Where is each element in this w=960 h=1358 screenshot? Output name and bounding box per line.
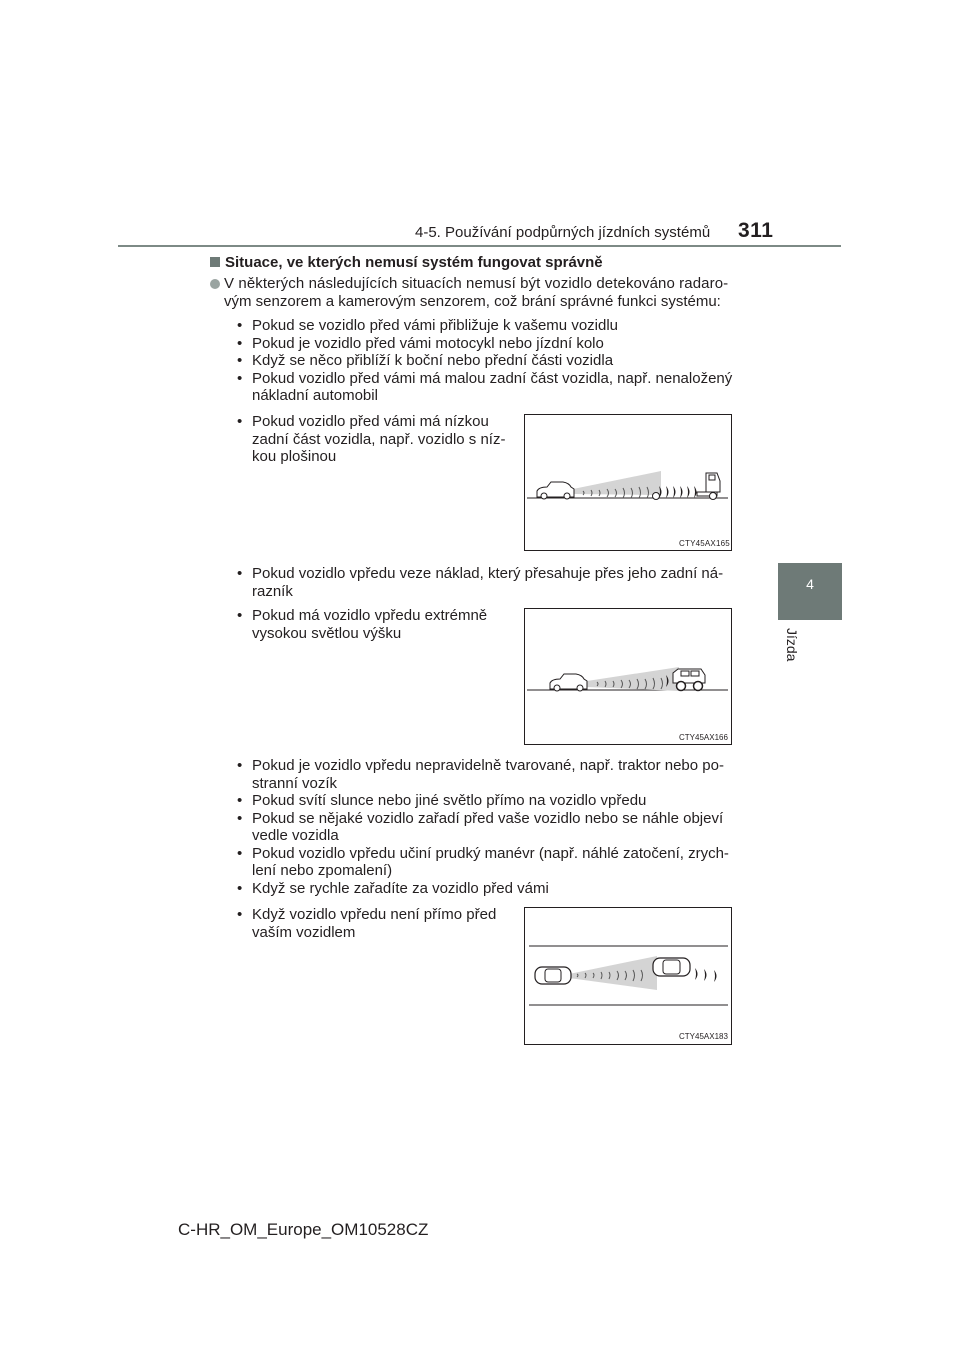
list-item: • Pokud je vozidlo před vámi motocykl nebo jízdní kolo bbox=[237, 334, 604, 352]
intro-line: vým senzorem a kamerovým senzorem, což brání správné funkci systému: bbox=[224, 292, 721, 310]
figure1-code: CTY45AX165 bbox=[679, 539, 730, 548]
figure-offset-vehicle bbox=[524, 907, 732, 1045]
header-rule bbox=[118, 245, 841, 247]
intro-line: V některých následujících situacích nemusí být vozidlo detekováno radaro- bbox=[224, 275, 729, 292]
list-item: • Když se něco přiblíží k boční nebo přední části vozidla bbox=[237, 352, 614, 369]
figure3-illustration bbox=[525, 908, 731, 1044]
list-item: • Když vozidlo vpředu není přímo před vaším vozidlem bbox=[237, 906, 497, 941]
chapter-label: Jízda bbox=[784, 628, 800, 662]
list-item: • Když se rychle zařadíte za vozidlo před vámi bbox=[237, 879, 549, 897]
list-item: • Pokud se nějaké vozidlo zařadí před vaše vozidlo nebo se náhle objeví vedle vozidla bbox=[237, 809, 724, 844]
figure3-caption-text bbox=[237, 906, 507, 941]
list-item: • Pokud vozidlo před vámi má nízkou zadní část vozidla, např. vozidlo s níz- kou plošinou bbox=[237, 413, 506, 465]
figure2-illustration bbox=[525, 609, 731, 744]
list-item: • Pokud vozidlo vpředu učiní prudký manévr (např. náhlé zatočení, zrych- lení nebo zpomalení) bbox=[237, 844, 729, 879]
figure3-code: CTY45AX183 bbox=[679, 1032, 728, 1041]
bullet-list-a bbox=[237, 317, 744, 405]
section-heading bbox=[210, 254, 603, 272]
list-item: • Pokud má vozidlo vpředu extrémně vysokou světlou výšku bbox=[237, 607, 488, 642]
chapter-number: 4 bbox=[806, 576, 814, 592]
figure2-code: CTY45AX166 bbox=[679, 733, 728, 742]
bullet-cargo bbox=[237, 565, 744, 600]
list-item: • Pokud svítí slunce nebo jiné světlo přímo na vozidlo vpředu bbox=[237, 792, 647, 809]
list-item: • Pokud se vozidlo před vámi přibližuje k vašemu vozidlu bbox=[237, 317, 619, 334]
figure-low-platform-vehicle bbox=[524, 414, 732, 551]
figure2-caption-text bbox=[237, 607, 507, 642]
intro-paragraph bbox=[210, 275, 758, 310]
figure1-illustration bbox=[525, 415, 731, 550]
page-number: 311 bbox=[738, 219, 774, 242]
header-section-title: 4-5. Používání podpůrných jízdních systémů bbox=[415, 224, 711, 241]
figure-high-clearance-vehicle bbox=[524, 608, 732, 745]
list-item: • Pokud vozidlo vpředu veze náklad, který přesahuje přes jeho zadní ná- razník bbox=[237, 565, 724, 600]
list-item: • Pokud vozidlo před vámi má malou zadní část vozidla, např. nenaložený nákladní automobil bbox=[237, 369, 733, 404]
square-bullet-icon bbox=[210, 257, 220, 267]
figure1-caption-text bbox=[237, 413, 507, 466]
bullet-list-b bbox=[237, 757, 744, 897]
list-item: • Pokud je vozidlo vpředu nepravidelně tvarované, např. traktor nebo po- stranní vozík bbox=[237, 757, 724, 792]
circle-bullet-icon bbox=[210, 279, 220, 289]
section-title: Situace, ve kterých nemusí systém fungovat správně bbox=[225, 254, 603, 271]
footer-document-id: C-HR_OM_Europe_OM10528CZ bbox=[178, 1220, 429, 1239]
